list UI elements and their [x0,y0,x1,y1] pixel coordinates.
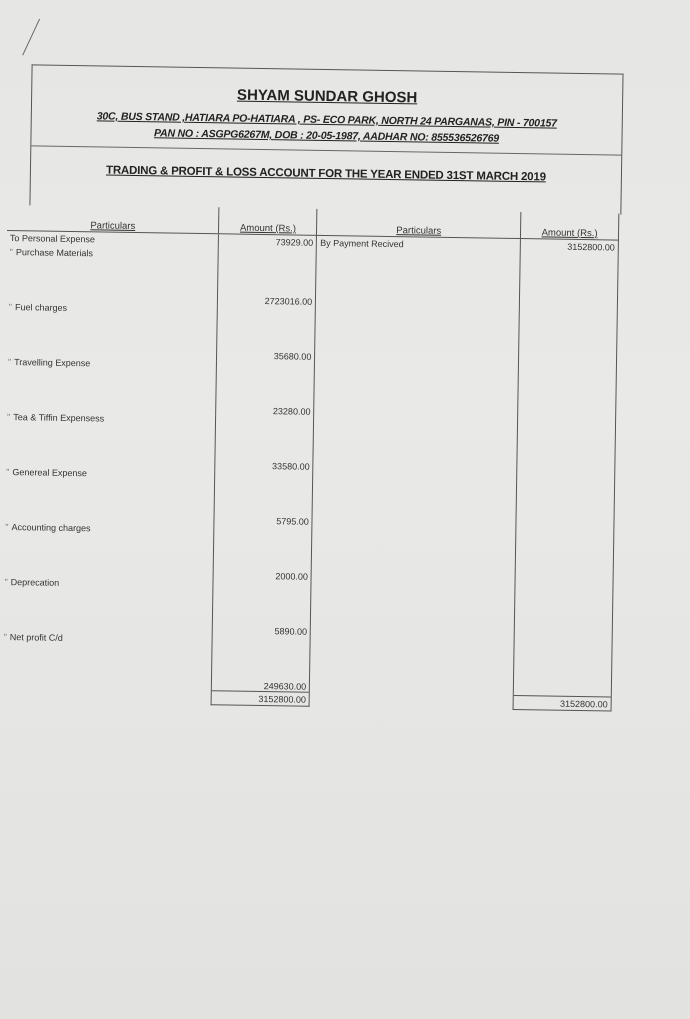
debit-amount: 2723016.00 [218,250,317,307]
debit-amount: 2000.00 [214,525,313,582]
col-particulars-credit: Particulars [317,209,521,239]
debit-amount: 35680.00 [217,305,316,362]
debit-amount: 73929.00 [219,234,317,252]
credit-label: By Payment Recived [320,237,404,250]
account-table [0,204,619,712]
proprietor-name: SHYAM SUNDAR GHOSH [236,86,418,107]
table-row [2,522,614,587]
table-row [1,577,613,642]
pan-dob-aadhar-line: PAN NO : ASGPG6267M, DOB : 20-05-1987, AADHAR NO: 855536526769 [153,127,500,145]
debit-label: " Travelling Expense [7,357,91,369]
debit-label: " Genereal Expense [6,466,88,479]
debit-label: To Personal Expense [9,233,96,245]
total-debit: 3152800.00 [212,691,310,707]
debit-amount: 5890.00 [213,580,312,637]
ditto-mark: " [8,302,13,313]
total-credit: 3152800.00 [513,695,611,711]
table-row [2,467,614,532]
document [0,40,622,709]
debit-label: " Accounting charges [5,521,91,534]
debit-amount: 5795.00 [214,470,313,527]
debit-amount: 23280.00 [216,360,315,417]
account-heading: TRADING & PROFIT & LOSS ACCOUNT FOR THE YEAR ENDED 31ST MARCH 2019 [105,164,546,184]
header-divider [31,145,621,155]
ditto-mark: " [9,247,13,258]
col-amount-credit: Amount (Rs.) [521,212,619,240]
ditto-mark: " [4,576,8,588]
table-row [5,302,617,367]
col-particulars-debit: Particulars [7,204,219,234]
debit-amount: 249630.00 [212,635,311,692]
debit-amount: 33580.00 [215,415,314,472]
ditto-mark: " [6,466,10,478]
ditto-mark: " [6,412,11,423]
table-row [3,412,615,477]
debit-label: " Fuel charges [8,302,68,313]
table-row [0,632,612,697]
ditto-mark: " [5,521,9,533]
debit-label: " Deprecation [4,576,60,588]
address-line: 30C, BUS STAND ,HATIARA PO-HATIARA , PS- ECO PARK, NORTH 24 PARGANAS, PIN - 700157 [96,110,557,130]
header-box [29,64,623,214]
debit-label: " Net profit C/d [3,631,63,643]
credit-amount: 3152800.00 [520,239,618,257]
debit-label: " Tea & Tiffin Expensess [6,412,105,424]
ditto-mark: " [3,631,7,643]
table-row [4,357,616,422]
ditto-mark: " [7,357,12,368]
col-amount-debit: Amount (Rs.) [219,207,317,235]
debit-label: " Purchase Materials [9,247,93,259]
table-row [6,247,618,312]
